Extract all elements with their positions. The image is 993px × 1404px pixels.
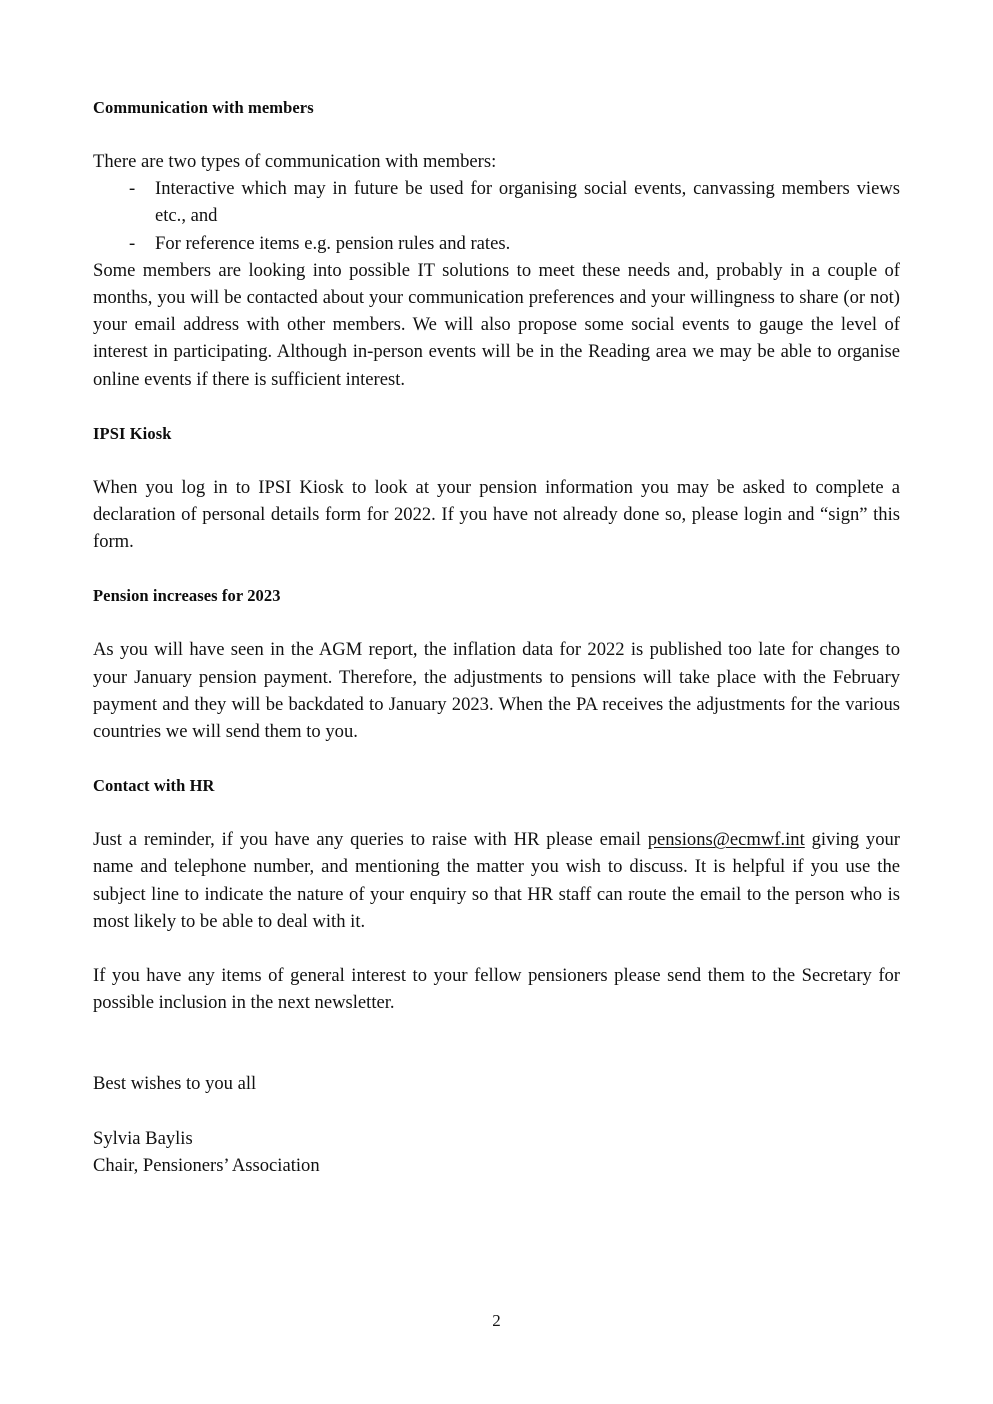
spacer bbox=[93, 393, 900, 420]
spacer bbox=[93, 555, 900, 582]
section-heading-ipsi-kiosk: IPSI Kiosk bbox=[93, 423, 172, 443]
spacer bbox=[93, 745, 900, 772]
best-wishes-line: Best wishes to you all bbox=[93, 1073, 257, 1095]
spacer bbox=[93, 1098, 900, 1125]
contact-hr-text-after-email: giving your name and telephone number, and mentioning the matter you wish to discuss. It is helpful if you use the subject line to indicate the nature of your enquiry so that HR staff can route the email to the person who is most likely to be able to deal with it. bbox=[93, 829, 900, 932]
section-heading-communication: Communication with members bbox=[93, 98, 314, 117]
spacer bbox=[93, 609, 900, 636]
communication-bullet-list bbox=[93, 175, 900, 257]
dash-bullet-icon: - bbox=[129, 232, 136, 254]
contact-hr-paragraph bbox=[93, 826, 900, 935]
list-item bbox=[93, 230, 900, 257]
communication-intro-paragraph: There are two types of communication with members: bbox=[93, 151, 497, 172]
contact-hr-text-before-email: Just a reminder, if you have any queries to raise with HR please email bbox=[93, 829, 648, 851]
signature-role: Chair, Pensioners’ Association bbox=[93, 1154, 320, 1176]
pensions-email-link[interactable]: pensions@ecmwf.int bbox=[647, 829, 805, 851]
signature-name: Sylvia Baylis bbox=[93, 1127, 193, 1149]
list-item-text: Interactive which may in future be used for organising social events, canvassing members views etc., and bbox=[155, 178, 900, 227]
ipsi-kiosk-paragraph: When you log in to IPSI Kiosk to look at your pension information you may be asked to complete a declaration of personal details form for 2022. If you have not already done so, please login and “sign” this form. bbox=[93, 476, 900, 553]
newsletter-submission-paragraph: If you have any items of general interest to your fellow pensioners please send them to the Secretary for possible inclusion in the next newsletter. bbox=[93, 965, 900, 1014]
spacer bbox=[93, 935, 900, 962]
list-item bbox=[93, 175, 900, 229]
spacer bbox=[93, 121, 900, 148]
page-content bbox=[93, 94, 900, 1179]
list-item-text: For reference items e.g. pension rules and rates. bbox=[155, 232, 511, 254]
communication-body-paragraph: Some members are looking into possible IT solutions to meet these needs and, probably in a couple of months, you will be contacted about your communication preferences and your willingness to share (or not) your email address with other members. We will also propose some social events to gauge the level of interest in participating. Although in-person events will be in the Reading area we may be able to organise online events if there is sufficient interest. bbox=[93, 259, 900, 390]
pension-increases-paragraph: As you will have seen in the AGM report, the inflation data for 2022 is published too late for changes to your January pension payment. Therefore, the adjustments to pensions will take place with the February payment and they will be backdated to January 2023. When the PA receives the adjustments for the various countries we will send them to you. bbox=[93, 639, 900, 743]
spacer bbox=[93, 799, 900, 826]
section-heading-pension-increases: Pension increases for 2023 bbox=[93, 586, 281, 606]
spacer bbox=[93, 447, 900, 474]
dash-bullet-icon: - bbox=[129, 178, 136, 200]
spacer bbox=[93, 1016, 900, 1070]
section-heading-contact-hr: Contact with HR bbox=[93, 776, 215, 796]
page-number-footer: 2 bbox=[492, 1311, 501, 1330]
